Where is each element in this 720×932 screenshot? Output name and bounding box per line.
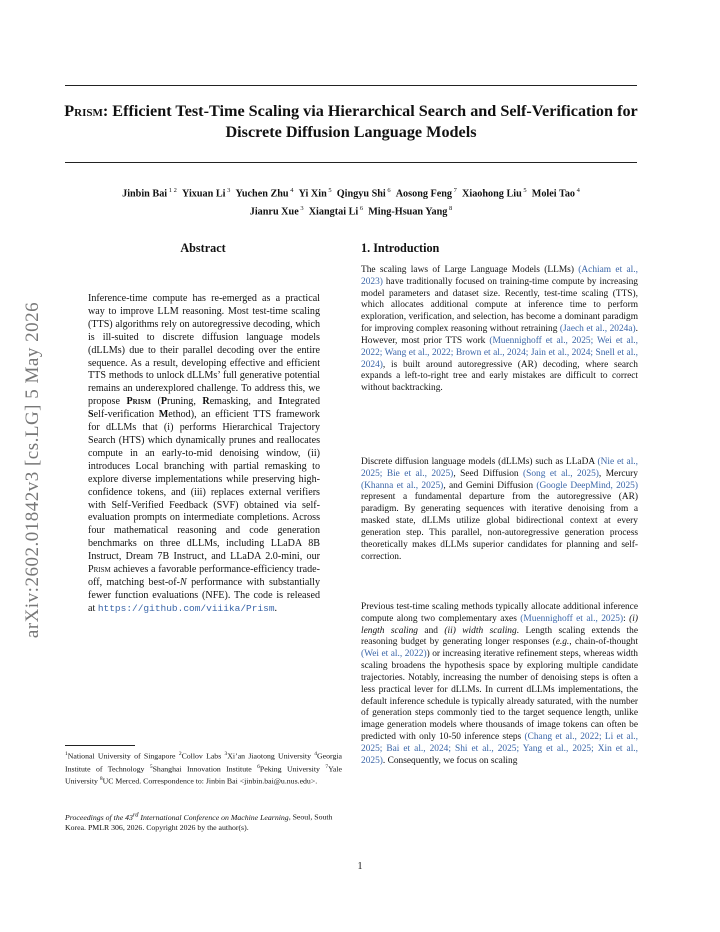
affiliations-footnote: $^1$National University of Singapore $^2$Collov Labs $^3$Xi’an Jiaotong University $^4$Georgia Institute of Technology $^5$Shanghai Innovation Institute $^6$Peking University $^7$Yale University $^8$UC Merced. Correspondence to: Jinbin Bai <jinbin.bai@u.nus.edu>. [65,751,343,786]
author-affiliation-mark: 4 [288,187,294,194]
title-method-name: Prism [64,102,103,120]
abstract-heading: Abstract [180,241,226,255]
author-line-1 [60,184,642,202]
author-name: Xiangtai Li [308,206,359,218]
author-affiliation-mark: 3 [225,187,231,194]
author-name: Xiaohong Liu [462,188,522,200]
author-affiliation-mark: 8 [447,204,453,212]
intro-paragraph-2: Discrete diffusion language models (dLLMs) such as LLaDA (Nie et al., 2025; Bie et al., 2025), Seed Diffusion (Song et al., 2025), Mercury (Khanna et al., 2025), and Gemini Diffusion (Google DeepMind, 2025) represent a fundamental departure from the autoregressive (AR) paradigm. By generating sequences with iterative denoising from a masked state, dLLMs utilize global bidirectional context at every generation step. This parallel, non-autoregressive generation process theoretically makes dLLMs superior candidates for planning and self-correction. [361,457,638,562]
section-heading-introduction: 1. Introduction [361,241,440,255]
author-name: Ming-Hsuan Yang [368,206,448,218]
author-name: Jianru Xue [249,206,299,218]
author-list [60,184,642,220]
author-affiliation-mark: 3 [298,204,304,212]
title-bottom-rule [65,162,637,163]
author-name: Yixuan Li [181,188,226,200]
title-text: : Efficient Test-Time Scaling via Hierarchical Search and Self-Verification for Discrete Diffusion Language Models [102,102,638,141]
author-name: Jinbin Bai [122,188,168,200]
author-name: Yuchen Zhu [235,188,289,200]
author-affiliation-mark: 4 [575,187,580,194]
author-affiliation-mark: 1 2 [167,187,177,194]
author-affiliation-mark: 6 [385,187,391,194]
abstract-body: Inference-time compute has re-emerged as a practical way to improve LLM reasoning. Most test-time scaling (TTS) algorithms rely on autoregressive decoding, which is ill-suited to discrete diffusion language models (dLLMs) due to their parallel decoding over the entire sequence. As a result, developing effective and efficient TTS methods to unlock dLLMs’ full generative potential remains an underexplored challenge. To address this, we propose Prism (Pruning, Remasking, and Integrated Self-verification Method), an efficient TTS framework for dLLMs that (i) performs Hierarchical Trajectory Search (HTS) which dynamically prunes and reallocates compute in an early-to-mid denoising window, (ii) introduces Local branching with partial remasking to explore diverse implementations while preserving high-confidence tokens, and (iii) replaces external verifiers with Self-Verified Feedback (SVF) obtained via self-evaluation prompts on intermediate completions. Across four mathematical reasoning and code generation benchmarks on three dLLMs, including LLaDA 8B Instruct, Dream 7B Instruct, and LLaDA 2.0-mini, our Prism achieves a favorable performance-efficiency trade-off, matching best-of-N performance with substantially fewer function evaluations (NFE). The code is released at https://github.com/viiika/Prism. [88,293,321,614]
paper-title [60,101,642,143]
arxiv-identifier: arXiv:2602.01842v3 [cs.LG] 5 May 2026 [22,301,43,639]
author-name: Aosong Feng [395,188,453,200]
author-affiliation-mark: 6 [358,204,364,212]
author-affiliation-mark: 5 [521,187,527,194]
page-number: 1 [357,861,363,872]
author-line-2 [60,202,642,220]
title-top-rule [65,85,637,86]
author-name: Yi Xin [298,188,327,200]
intro-paragraph-3: Previous test-time scaling methods typically allocate additional inference compute along two complementary axes (Muennighoff et al., 2025): (i) length scaling and (ii) width scaling. Length scaling extends the reasoning budget by generating longer responses (e.g., chain-of-thought (Wei et al., 2022)) or increasing iterative refinement steps, whereas width scaling broadens the hypothesis space by exploring multiple candidate trajectories. Notably, increasing the number of denoising steps is often a less practical lever for dLLMs. In current dLLMs implementations, the default inference schedule is typically already saturated, with the number of generation steps commonly tied to the target sequence length, unlike image generation models where thousands of image tokens can often be predicted with only 10-50 inference steps (Chang et al., 2022; Li et al., 2025; Bai et al., 2024; Shi et al., 2025; Yang et al., 2025; Xin et al., 2025). Consequently, we focus on scaling [361,602,639,766]
author-affiliation-mark: 5 [326,187,332,194]
author-name: Qingyu Shi [336,188,386,200]
author-name: Molei Tao [531,188,576,200]
proceedings-note: Proceedings of the 43rd International Conference on Machine Learning, Seoul, South Korea. PMLR 306, 2026. Copyright 2026 by the author(s). [65,811,333,832]
author-affiliation-mark: 7 [452,187,457,194]
footnote-rule [65,745,135,746]
arxiv-stamp [18,260,48,680]
intro-paragraph-1: The scaling laws of Large Language Models (LLMs) (Achiam et al., 2023) have traditionally focused on training-time compute by increasing model parameters and dataset size. Recently, test-time scaling (TTS), which allocates additional compute at inference time to perform exploration, verification, and selection, has become a dominant paradigm for improving complex reasoning without retraining (Jaech et al., 2024a). However, most prior TTS work (Muennighoff et al., 2025; Wei et al., 2022; Wang et al., 2022; Brown et al., 2024; Jain et al., 2024; Snell et al., 2024), is built around autoregressive (AR) decoding, where search expands a left-to-right tree and early mistakes are difficult to correct without backtracking. [361,265,638,394]
